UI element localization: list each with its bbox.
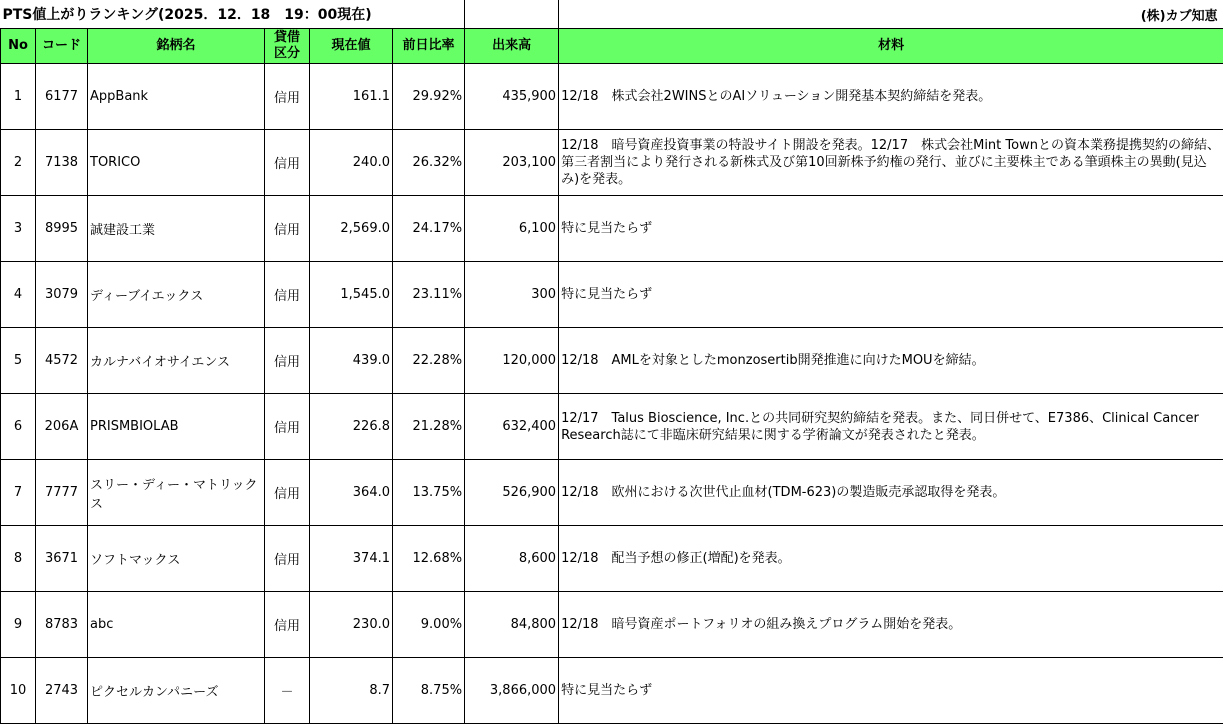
cell-volume: 435,900 <box>465 64 559 130</box>
cell-no: 4 <box>1 262 36 328</box>
cell-volume: 8,600 <box>465 526 559 592</box>
cell-name: 誠建設工業 <box>88 196 265 262</box>
table-row <box>1 64 1223 130</box>
cell-code: 3079 <box>36 262 88 328</box>
cell-price: 161.1 <box>310 64 393 130</box>
cell-code: 206A <box>36 394 88 460</box>
cell-volume: 300 <box>465 262 559 328</box>
cell-name: ピクセルカンパニーズ <box>88 658 265 724</box>
header-row <box>1 29 1223 64</box>
table-row <box>1 394 1223 460</box>
cell-margin: 信用 <box>265 460 310 526</box>
cell-no: 2 <box>1 130 36 196</box>
cell-name: PRISMBIOLAB <box>88 394 265 460</box>
cell-code: 3671 <box>36 526 88 592</box>
cell-volume: 632,400 <box>465 394 559 460</box>
table-row <box>1 460 1223 526</box>
cell-volume: 203,100 <box>465 130 559 196</box>
cell-no: 8 <box>1 526 36 592</box>
cell-name: ソフトマックス <box>88 526 265 592</box>
cell-no: 7 <box>1 460 36 526</box>
cell-change: 12.68% <box>393 526 465 592</box>
cell-price: 439.0 <box>310 328 393 394</box>
header-code: コード <box>36 29 88 64</box>
header-material: 材料 <box>559 29 1223 64</box>
cell-code: 8995 <box>36 196 88 262</box>
cell-material: 特に見当たらず <box>559 658 1223 724</box>
header-no: No <box>1 29 36 64</box>
cell-material: 特に見当たらず <box>559 262 1223 328</box>
table-row <box>1 262 1223 328</box>
header-price: 現在値 <box>310 29 393 64</box>
cell-code: 4572 <box>36 328 88 394</box>
table-row <box>1 592 1223 658</box>
cell-margin: 信用 <box>265 328 310 394</box>
cell-price: 226.8 <box>310 394 393 460</box>
cell-change: 13.75% <box>393 460 465 526</box>
cell-margin: 信用 <box>265 394 310 460</box>
cell-margin: 信用 <box>265 592 310 658</box>
header-name: 銘柄名 <box>88 29 265 64</box>
cell-change: 22.28% <box>393 328 465 394</box>
cell-name: TORICO <box>88 130 265 196</box>
cell-price: 230.0 <box>310 592 393 658</box>
cell-material: 12/18 株式会社2WINSとのAIソリューション開発基本契約締結を発表。 <box>559 64 1223 130</box>
cell-name: AppBank <box>88 64 265 130</box>
cell-price: 2,569.0 <box>310 196 393 262</box>
cell-change: 21.28% <box>393 394 465 460</box>
header-margin <box>265 29 310 64</box>
page-title: PTS値上がりランキング(2025．12．18 19：00現在) <box>1 0 465 29</box>
cell-margin: 信用 <box>265 196 310 262</box>
cell-name: abc <box>88 592 265 658</box>
cell-volume: 3,866,000 <box>465 658 559 724</box>
cell-no: 9 <box>1 592 36 658</box>
cell-no: 10 <box>1 658 36 724</box>
cell-change: 23.11% <box>393 262 465 328</box>
header-margin-line1: 貸借 <box>273 30 300 45</box>
table-row <box>1 658 1223 724</box>
cell-material: 12/18 暗号資産ポートフォリオの組み換えプログラム開始を発表。 <box>559 592 1223 658</box>
cell-material: 特に見当たらず <box>559 196 1223 262</box>
cell-margin: － <box>265 658 310 724</box>
cell-code: 8783 <box>36 592 88 658</box>
title-row <box>1 0 1223 29</box>
table-body <box>1 64 1223 724</box>
cell-change: 26.32% <box>393 130 465 196</box>
cell-code: 7777 <box>36 460 88 526</box>
cell-no: 1 <box>1 64 36 130</box>
cell-material: 12/18 AMLを対象としたmonzosertib開発推進に向けたMOUを締結。 <box>559 328 1223 394</box>
cell-code: 6177 <box>36 64 88 130</box>
cell-no: 3 <box>1 196 36 262</box>
cell-margin: 信用 <box>265 64 310 130</box>
header-change: 前日比率 <box>393 29 465 64</box>
table-row <box>1 526 1223 592</box>
cell-material: 12/18 暗号資産投資事業の特設サイト開設を発表。12/17 株式会社Mint Townとの資本業務提携契約の締結、第三者割当により発行される新株式及び第10回新株予約権の発行、並びに主要株主である筆頭株主の異動(見込み)を発表。 <box>559 130 1223 196</box>
title-spacer <box>465 0 559 29</box>
cell-volume: 6,100 <box>465 196 559 262</box>
cell-name: ディーブイエックス <box>88 262 265 328</box>
header-margin-line2: 区分 <box>273 46 300 61</box>
table-row <box>1 328 1223 394</box>
cell-name: スリー・ディー・マトリックス <box>88 460 265 526</box>
table-row <box>1 130 1223 196</box>
cell-price: 240.0 <box>310 130 393 196</box>
cell-material: 12/18 配当予想の修正(増配)を発表。 <box>559 526 1223 592</box>
cell-price: 8.7 <box>310 658 393 724</box>
cell-no: 6 <box>1 394 36 460</box>
cell-volume: 84,800 <box>465 592 559 658</box>
cell-change: 8.75% <box>393 658 465 724</box>
cell-price: 364.0 <box>310 460 393 526</box>
cell-price: 1,545.0 <box>310 262 393 328</box>
cell-material: 12/18 欧州における次世代止血材(TDM-623)の製造販売承認取得を発表。 <box>559 460 1223 526</box>
cell-volume: 120,000 <box>465 328 559 394</box>
cell-code: 2743 <box>36 658 88 724</box>
cell-change: 29.92% <box>393 64 465 130</box>
cell-margin: 信用 <box>265 526 310 592</box>
cell-margin: 信用 <box>265 262 310 328</box>
cell-price: 374.1 <box>310 526 393 592</box>
cell-code: 7138 <box>36 130 88 196</box>
cell-volume: 526,900 <box>465 460 559 526</box>
cell-name: カルナバイオサイエンス <box>88 328 265 394</box>
table-row <box>1 196 1223 262</box>
cell-material: 12/17 Talus Bioscience, Inc.との共同研究契約締結を発表。また、同日併せて、E7386、Clinical Cancer Research誌にて非臨床研究結果に関する学術論文が発表されたと発表。 <box>559 394 1223 460</box>
cell-margin: 信用 <box>265 130 310 196</box>
cell-change: 24.17% <box>393 196 465 262</box>
cell-change: 9.00% <box>393 592 465 658</box>
company-name: (株)カブ知恵 <box>559 0 1223 29</box>
cell-no: 5 <box>1 328 36 394</box>
header-volume: 出来高 <box>465 29 559 64</box>
